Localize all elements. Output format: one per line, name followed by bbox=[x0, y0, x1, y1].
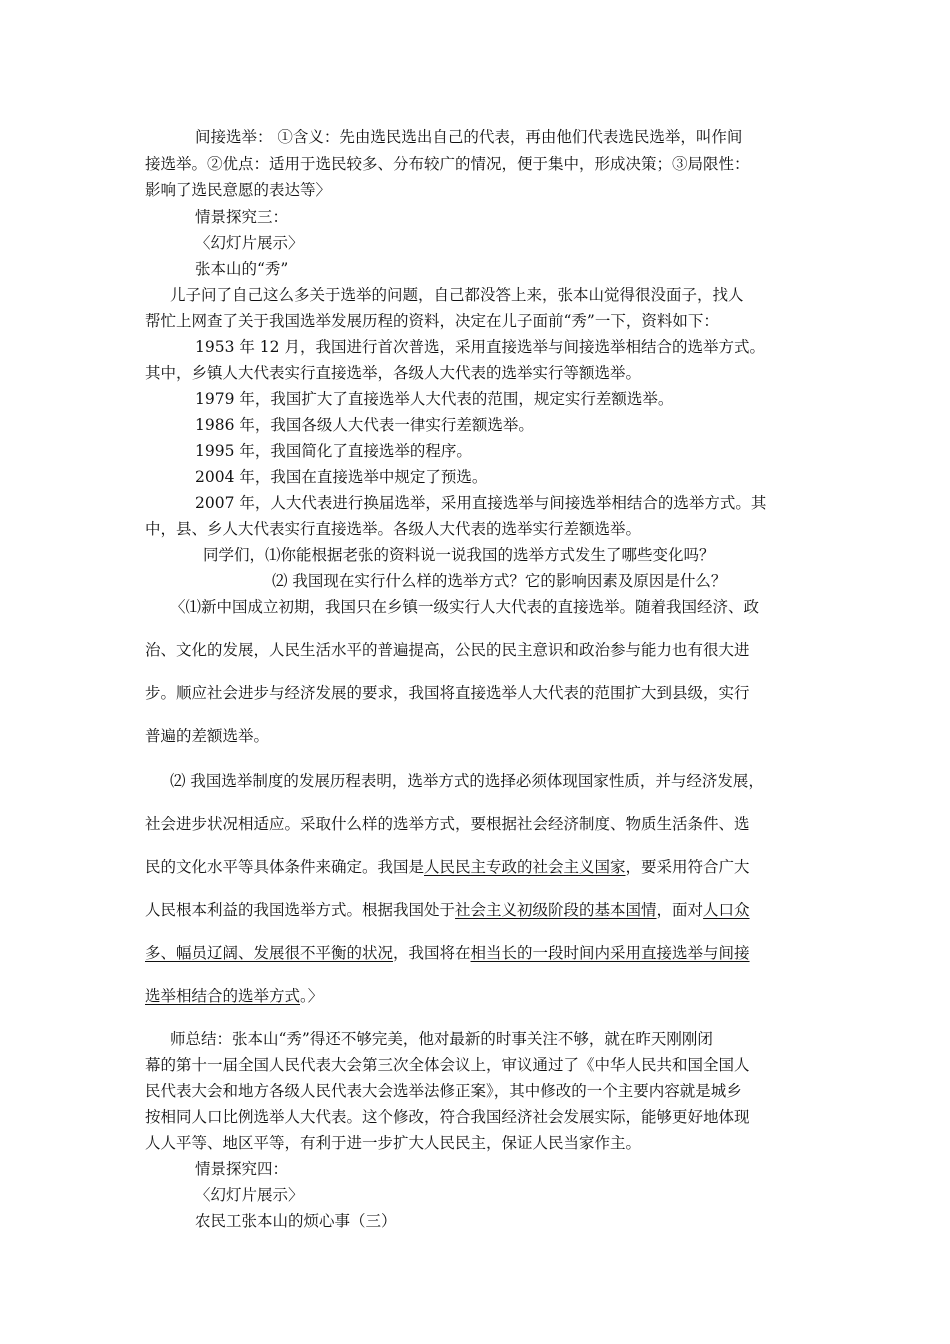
scenario3-slide-label: 〈幻灯片展示〉 bbox=[195, 234, 304, 252]
year-1953-line-1: 1953 年 12 月，我国进行首次普选，采用直接选举与间接选举相结合的选举方式。 bbox=[195, 338, 765, 356]
underlined-term-population-end: 多、幅员辽阔、发展很不平衡的状况 bbox=[145, 944, 394, 962]
underlined-term-state-nature: 人民民主专政的社会主义国家 bbox=[424, 858, 626, 876]
question-1: 同学们，⑴你能根据老张的资料说一说我国的选举方式发生了哪些变化吗？ bbox=[203, 546, 715, 564]
answer2-line-5 bbox=[145, 946, 750, 962]
underlined-term-national-condition: 社会主义初级阶段的基本国情 bbox=[455, 901, 657, 919]
summary-line-2: 幕的第十一届全国人民代表大会第三次全体会议上，审议通过了《中华人民共和国全国人 bbox=[145, 1056, 750, 1074]
answer2-line-3-text-b: ，要采用符合广大 bbox=[625, 858, 750, 876]
year-2007-line-2: 中，县、乡人大代表实行直接选举。各级人大代表的选举实行差额选举。 bbox=[145, 520, 642, 538]
indirect-election-line-2: 接选举。②优点：适用于选民较多、分布较广的情况，便于集中，形成决策；③局限性： bbox=[145, 155, 750, 173]
underlined-term-long-period: 相当长的一段时间内采用直接选举与间接 bbox=[470, 944, 750, 962]
summary-line-3: 民代表大会和地方各级人民代表大会选举法修正案》，其中修改的一个主要内容就是城乡 bbox=[145, 1082, 742, 1100]
answer2-line-1: ⑵ 我国选举制度的发展历程表明，选举方式的选择必须体现国家性质，并与经济发展， bbox=[170, 772, 764, 790]
scenario3-intro-line-1: 儿子问了自己这么多关于选举的问题，自己都没答上来，张本山觉得很没面子，找人 bbox=[170, 286, 744, 304]
answer1-line-4: 普遍的差额选举。 bbox=[145, 727, 270, 745]
underlined-term-combined-method: 选举相结合的选举方式 bbox=[145, 987, 301, 1005]
indirect-election-line-3: 影响了选民意愿的表达等〉 bbox=[145, 181, 332, 199]
indirect-election-line-1: 间接选举： ①含义：先由选民选出自己的代表，再由他们代表选民选举，叫作间 bbox=[195, 128, 743, 146]
answer2-line-4 bbox=[145, 903, 750, 919]
answer1-line-3: 步。顺应社会进步与经济发展的要求，我国将直接选举人大代表的范围扩大到县级，实行 bbox=[145, 684, 750, 702]
answer2-line-2: 社会进步状况相适应。采取什么样的选举方式，要根据社会经济制度、物质生活条件、选 bbox=[145, 815, 750, 833]
year-2007-line-1: 2007 年，人大代表进行换届选举，采用直接选举与间接选举相结合的选举方式。其 bbox=[195, 494, 767, 512]
answer1-line-2: 治、文化的发展，人民生活水平的普遍提高，公民的民主意识和政治参与能力也有很大进 bbox=[145, 641, 750, 659]
summary-line-5: 人人平等、地区平等，有利于进一步扩大人民民主，保证人民当家作主。 bbox=[145, 1134, 642, 1152]
answer2-line-4-text-b: ，面对 bbox=[656, 901, 704, 919]
scenario3-intro-line-2: 帮忙上网查了关于我国选举发展历程的资料，决定在儿子面前“秀”一下，资料如下： bbox=[145, 312, 719, 330]
scenario4-slide-label: 〈幻灯片展示〉 bbox=[195, 1186, 304, 1204]
scenario3-title: 张本山的“秀” bbox=[195, 260, 289, 278]
scenario4-heading: 情景探究四： bbox=[195, 1160, 289, 1178]
year-1979: 1979 年，我国扩大了直接选举人大代表的范围，规定实行差额选举。 bbox=[195, 390, 674, 408]
summary-line-4: 按相同人口比例选举人大代表。这个修改，符合我国经济社会发展实际，能够更好地体现 bbox=[145, 1108, 750, 1126]
question-2: ⑵ 我国现在实行什么样的选举方式？它的影响因素及原因是什么？ bbox=[272, 572, 727, 590]
answer2-line-4-text-a: 人民根本利益的我国选举方式。根据我国处于 bbox=[145, 901, 456, 919]
answer2-line-6 bbox=[145, 989, 323, 1005]
scenario3-heading: 情景探究三： bbox=[195, 208, 289, 226]
underlined-term-population-start: 人口众 bbox=[703, 901, 750, 919]
answer2-line-3 bbox=[145, 860, 750, 876]
answer2-line-3-text-a: 民的文化水平等具体条件来确定。我国是 bbox=[145, 858, 425, 876]
year-1995: 1995 年，我国简化了直接选举的程序。 bbox=[195, 442, 472, 460]
answer2-line-6-text-a: 。〉 bbox=[300, 987, 324, 1005]
summary-line-1: 师总结：张本山“秀”得还不够完美，他对最新的时事关注不够，就在昨天刚刚闭 bbox=[170, 1030, 713, 1048]
answer1-line-1: 〈⑴新中国成立初期，我国只在乡镇一级实行人大代表的直接选举。随着我国经济、政 bbox=[170, 598, 760, 616]
year-1953-line-2: 其中，乡镇人大代表实行直接选举，各级人大代表的选举实行等额选举。 bbox=[145, 364, 642, 382]
year-2004: 2004 年，我国在直接选举中规定了预选。 bbox=[195, 468, 488, 486]
answer2-line-5-text-a: ，我国将在 bbox=[393, 944, 471, 962]
year-1986: 1986 年，我国各级人大代表一律实行差额选举。 bbox=[195, 416, 534, 434]
scenario4-title: 农民工张本山的烦心事（三） bbox=[195, 1212, 397, 1230]
